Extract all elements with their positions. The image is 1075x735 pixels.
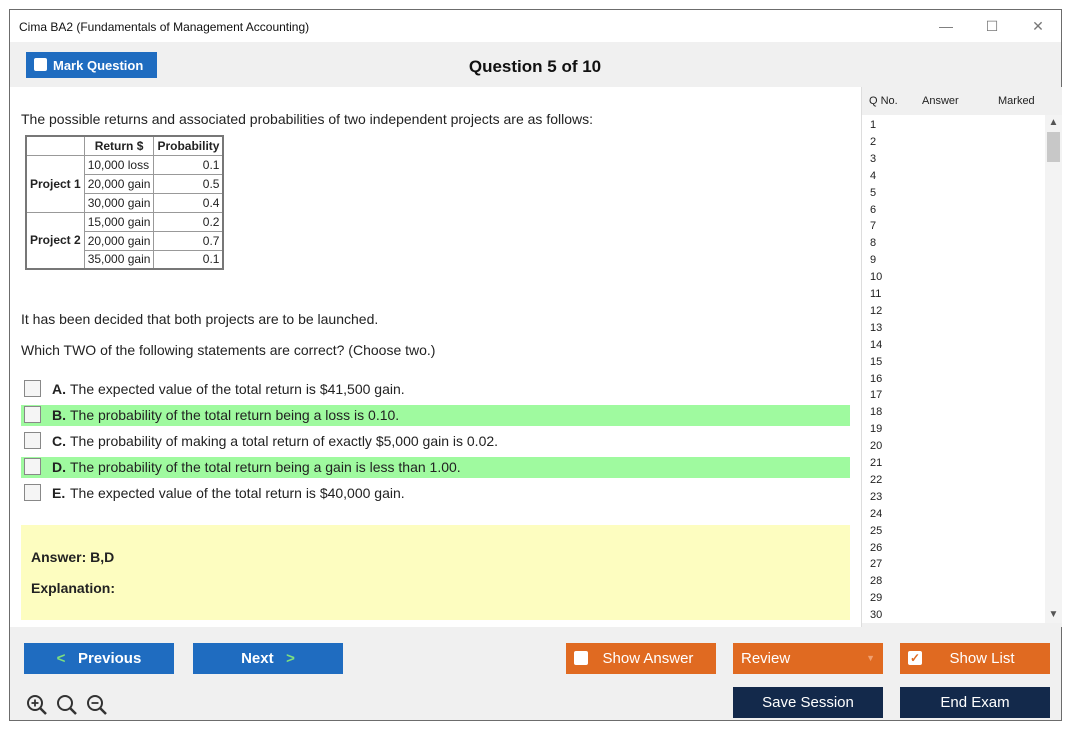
table-cell-probability: 0.1 (154, 155, 224, 174)
end-exam-label: End Exam (940, 694, 1010, 711)
table-cell-return: 15,000 gain (84, 212, 154, 231)
table-cell-probability: 0.7 (154, 231, 224, 250)
review-label: Review (741, 650, 791, 667)
mark-question-label: Mark Question (53, 58, 144, 73)
table-cell-probability: 0.2 (154, 212, 224, 231)
table-cell-probability: 0.1 (154, 250, 224, 269)
option-text: The expected value of the total return is $40,000 gain. (70, 485, 405, 501)
minimize-button[interactable]: — (939, 18, 953, 34)
review-dropdown[interactable] (733, 643, 883, 674)
table-cell-probability: 0.4 (154, 193, 224, 212)
dropdown-arrow-icon: ▼ (866, 653, 875, 663)
table-cell-return: 30,000 gain (84, 193, 154, 212)
question-number-item[interactable]: 23 (870, 490, 883, 503)
question-number-item[interactable]: 18 (870, 406, 883, 419)
question-toolbar (10, 42, 1061, 87)
project-label: Project 1 (26, 155, 84, 212)
zoom-out-icon[interactable] (86, 694, 108, 716)
checkmark-icon: ✓ (909, 651, 921, 665)
question-number-item[interactable]: 17 (870, 389, 883, 402)
next-button[interactable] (193, 643, 343, 674)
question-number-item[interactable]: 3 (870, 152, 877, 165)
scrollbar-thumb[interactable] (1047, 132, 1060, 162)
project-label: Project 2 (26, 212, 84, 269)
question-number-item[interactable]: 16 (870, 372, 883, 385)
col-header-qno: Q No. (869, 95, 898, 107)
chevron-left-icon: < (56, 650, 66, 667)
question-number-item[interactable]: 20 (870, 440, 883, 453)
checkbox-icon (574, 651, 588, 665)
col-header-marked: Marked (998, 95, 1035, 107)
question-number-item[interactable]: 5 (870, 186, 877, 199)
answer-text: Answer: B,D (31, 549, 115, 565)
question-number-item[interactable]: 15 (870, 355, 883, 368)
app-window (9, 9, 1062, 721)
question-number-item[interactable]: 26 (870, 541, 883, 554)
option-text: The probability of making a total return of exactly $5,000 gain is 0.02. (70, 433, 499, 449)
option-checkbox[interactable] (24, 406, 41, 423)
table-cell-probability: 0.5 (154, 174, 224, 193)
show-list-label: Show List (949, 650, 1015, 667)
question-number-item[interactable]: 8 (870, 237, 877, 250)
col-header-answer: Answer (922, 95, 959, 107)
save-session-button[interactable] (733, 687, 883, 718)
option-checkbox[interactable] (24, 432, 41, 449)
table-header-probability: Probability (154, 136, 224, 155)
option-text: The probability of the total return being a loss is 0.10. (70, 407, 400, 423)
list-scrollbar[interactable] (1045, 115, 1062, 623)
question-number-item[interactable]: 28 (870, 575, 883, 588)
option-a[interactable] (21, 379, 850, 400)
end-exam-button[interactable] (900, 687, 1050, 718)
option-letter: E. (52, 485, 66, 501)
question-number-item[interactable]: 2 (870, 135, 877, 148)
question-number-item[interactable]: 24 (870, 507, 883, 520)
answer-panel (21, 525, 850, 620)
question-list-panel (861, 87, 1062, 627)
option-letter: C. (52, 433, 66, 449)
option-d[interactable] (21, 457, 850, 478)
question-number-list[interactable] (862, 115, 1062, 623)
question-line-2: Which TWO of the following statements are correct? (Choose two.) (21, 342, 436, 358)
table-cell-return: 20,000 gain (84, 174, 154, 193)
show-list-button[interactable] (900, 643, 1050, 674)
question-number-item[interactable]: 19 (870, 423, 883, 436)
chevron-right-icon: > (286, 650, 295, 667)
table-cell-return: 20,000 gain (84, 231, 154, 250)
option-letter: A. (52, 381, 66, 397)
table-cell-return: 35,000 gain (84, 250, 154, 269)
table-corner (26, 136, 84, 155)
previous-label: Previous (77, 650, 142, 667)
save-session-label: Save Session (762, 694, 854, 711)
question-number-item[interactable]: 29 (870, 592, 883, 605)
option-e[interactable] (21, 483, 850, 504)
option-text: The probability of the total return being a gain is less than 1.00. (70, 459, 461, 475)
question-number-item[interactable]: 27 (870, 558, 883, 571)
option-b[interactable] (21, 405, 850, 426)
option-letter: D. (52, 459, 66, 475)
question-number-item[interactable]: 14 (870, 338, 883, 351)
window-title: Cima BA2 (Fundamentals of Management Accounting) (19, 20, 310, 34)
question-line-1: It has been decided that both projects are to be launched. (21, 311, 379, 327)
scroll-up-icon[interactable]: ▲ (1048, 117, 1059, 128)
question-number-item[interactable]: 1 (870, 119, 877, 131)
option-c[interactable] (21, 431, 850, 452)
table-cell-return: 10,000 loss (84, 155, 154, 174)
title-bar (10, 10, 1061, 42)
question-number-item[interactable]: 6 (870, 203, 877, 216)
show-answer-button[interactable] (566, 643, 716, 674)
zoom-in-icon[interactable] (26, 694, 48, 716)
option-text: The expected value of the total return is $41,500 gain. (70, 381, 405, 397)
question-number-item[interactable]: 9 (870, 254, 877, 267)
show-answer-label: Show Answer (602, 650, 694, 667)
question-number-item[interactable]: 10 (870, 271, 883, 284)
option-letter: B. (52, 407, 66, 423)
question-number-item[interactable]: 13 (870, 321, 883, 334)
option-checkbox[interactable] (24, 484, 41, 501)
question-number-item[interactable]: 30 (870, 609, 883, 622)
question-intro: The possible returns and associated probabilities of two independent projects are as follows: (21, 111, 593, 127)
close-button[interactable]: ✕ (1032, 18, 1044, 34)
navigation-bar (10, 627, 1061, 720)
option-checkbox[interactable] (24, 380, 41, 397)
question-heading: Question 5 of 10 (468, 57, 602, 76)
returns-table (25, 135, 224, 270)
question-number-item[interactable]: 4 (870, 169, 877, 182)
option-checkbox[interactable] (24, 458, 41, 475)
question-number-item[interactable]: 11 (870, 288, 882, 300)
question-number-item[interactable]: 12 (870, 304, 883, 317)
scroll-down-icon[interactable]: ▼ (1048, 609, 1059, 620)
previous-button[interactable] (24, 643, 174, 674)
question-number-item[interactable]: 22 (870, 473, 883, 486)
question-number-item[interactable]: 21 (870, 457, 883, 469)
question-panel (10, 87, 860, 627)
next-label: Next (241, 650, 274, 667)
zoom-reset-icon[interactable] (56, 694, 78, 716)
question-number-item[interactable]: 25 (870, 524, 883, 537)
question-number-item[interactable]: 7 (870, 220, 877, 233)
explanation-label: Explanation: (31, 580, 116, 596)
table-header-return: Return $ (84, 136, 154, 155)
maximize-button[interactable]: ☐ (985, 18, 999, 34)
